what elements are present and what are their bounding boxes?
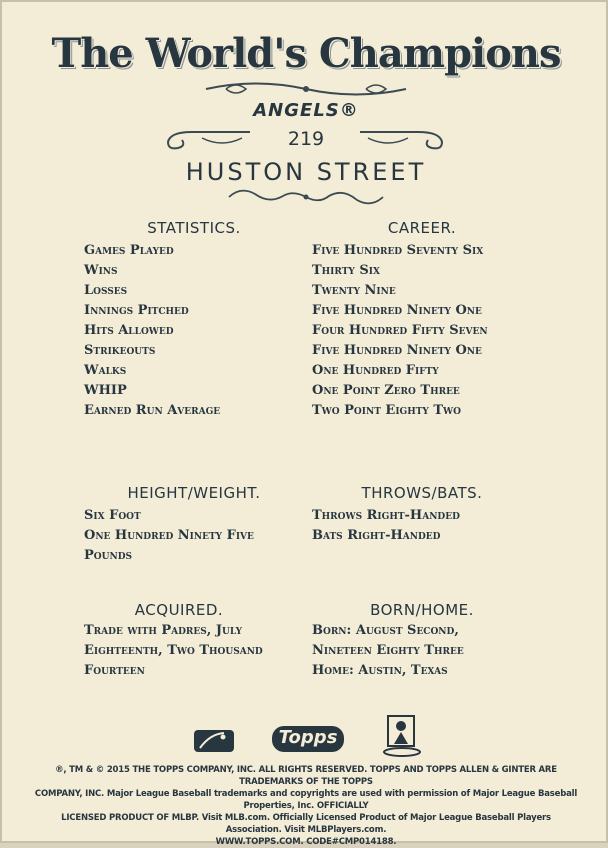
stat-value: Twenty Nine xyxy=(312,283,396,298)
stat-label: Walks xyxy=(84,363,127,378)
origin-line: Fourteen xyxy=(84,663,145,678)
stat-value: Five Hundred Ninety One xyxy=(312,303,482,318)
born-home-header: BORN/HOME. xyxy=(370,601,474,619)
stat-label: Hits Allowed xyxy=(84,323,174,338)
born-home-values xyxy=(312,621,464,681)
topps-logo-text: Topps xyxy=(278,727,338,748)
stat-label: Losses xyxy=(84,283,128,298)
stat-value: Five Hundred Seventy Six xyxy=(312,243,484,258)
stat-value: Two Point Eighty Two xyxy=(312,403,461,418)
logo-row xyxy=(2,710,608,760)
career-header: CAREER. xyxy=(387,219,457,237)
name-flourish-icon xyxy=(2,186,608,213)
topps-logo-icon xyxy=(270,722,346,754)
legal-text xyxy=(32,764,580,848)
stat-label: Strikeouts xyxy=(84,343,156,358)
stat-label: Games Played xyxy=(84,243,174,258)
physical-line: Pounds xyxy=(84,548,132,563)
physical-line: Bats Right-Handed xyxy=(312,528,441,543)
player-name: HUSTON STREET xyxy=(185,158,427,186)
stat-value: Four Hundred Fifty Seven xyxy=(312,323,488,338)
team-name: ANGELS® xyxy=(253,100,359,121)
origin-line: Born: August Second, xyxy=(312,623,459,638)
height-weight-header: HEIGHT/WEIGHT. xyxy=(127,484,261,502)
stat-label: Innings Pitched xyxy=(84,303,189,318)
origin-line: Trade with Padres, July xyxy=(84,623,243,638)
physical-line: Throws Right-Handed xyxy=(312,508,460,523)
stat-label: Earned Run Average xyxy=(84,403,221,418)
mlb-logo-icon xyxy=(194,730,234,757)
stat-value: Thirty Six xyxy=(312,263,380,278)
career-values xyxy=(312,241,488,421)
card-title: The World's Champions xyxy=(51,30,561,77)
legal-line: COMPANY, INC. Major League Baseball trademarks and copyrights are used with permission of Major League Baseball Properties, Inc. OFFICIALLY xyxy=(34,789,578,811)
legal-line: LICENSED PRODUCT OF MLBP. Visit MLB.com. Officially Licensed Product of Major League Baseball Players Association. Visit MLBPlayers.com. xyxy=(61,813,551,835)
origin-line: Nineteen Eighty Three xyxy=(312,643,464,658)
legal-line: ®, TM & © 2015 THE TOPPS COMPANY, INC. ALL RIGHTS RESERVED. TOPPS AND TOPPS ALLEN & GINTER ARE TRADEMARKS OF THE TOPPS xyxy=(55,765,557,787)
legal-line: WWW.TOPPS.COM. CODE#CMP014188. xyxy=(215,837,397,847)
stats-labels xyxy=(84,241,220,421)
throws-bats-header: THROWS/BATS. xyxy=(361,484,483,502)
height-weight-values xyxy=(84,506,254,566)
mlbpa-logo-icon xyxy=(380,710,424,763)
stat-label: Wins xyxy=(84,263,118,278)
stat-value: One Point Zero Three xyxy=(312,383,460,398)
acquired-values xyxy=(84,621,263,681)
origin-line: Home: Austin, Texas xyxy=(312,663,448,678)
origin-line: Eighteenth, Two Thousand xyxy=(84,643,263,658)
physical-line: One Hundred Ninety Five xyxy=(84,528,254,543)
acquired-header: ACQUIRED. xyxy=(134,601,224,619)
stat-label: WHIP xyxy=(84,383,127,398)
card-number: 219 xyxy=(287,128,325,150)
stat-value: Five Hundred Ninety One xyxy=(312,343,482,358)
throws-bats-values xyxy=(312,506,460,546)
physical-line: Six Foot xyxy=(84,508,141,523)
stats-header: STATISTICS. xyxy=(147,219,241,237)
stat-value: One Hundred Fifty xyxy=(312,363,439,378)
